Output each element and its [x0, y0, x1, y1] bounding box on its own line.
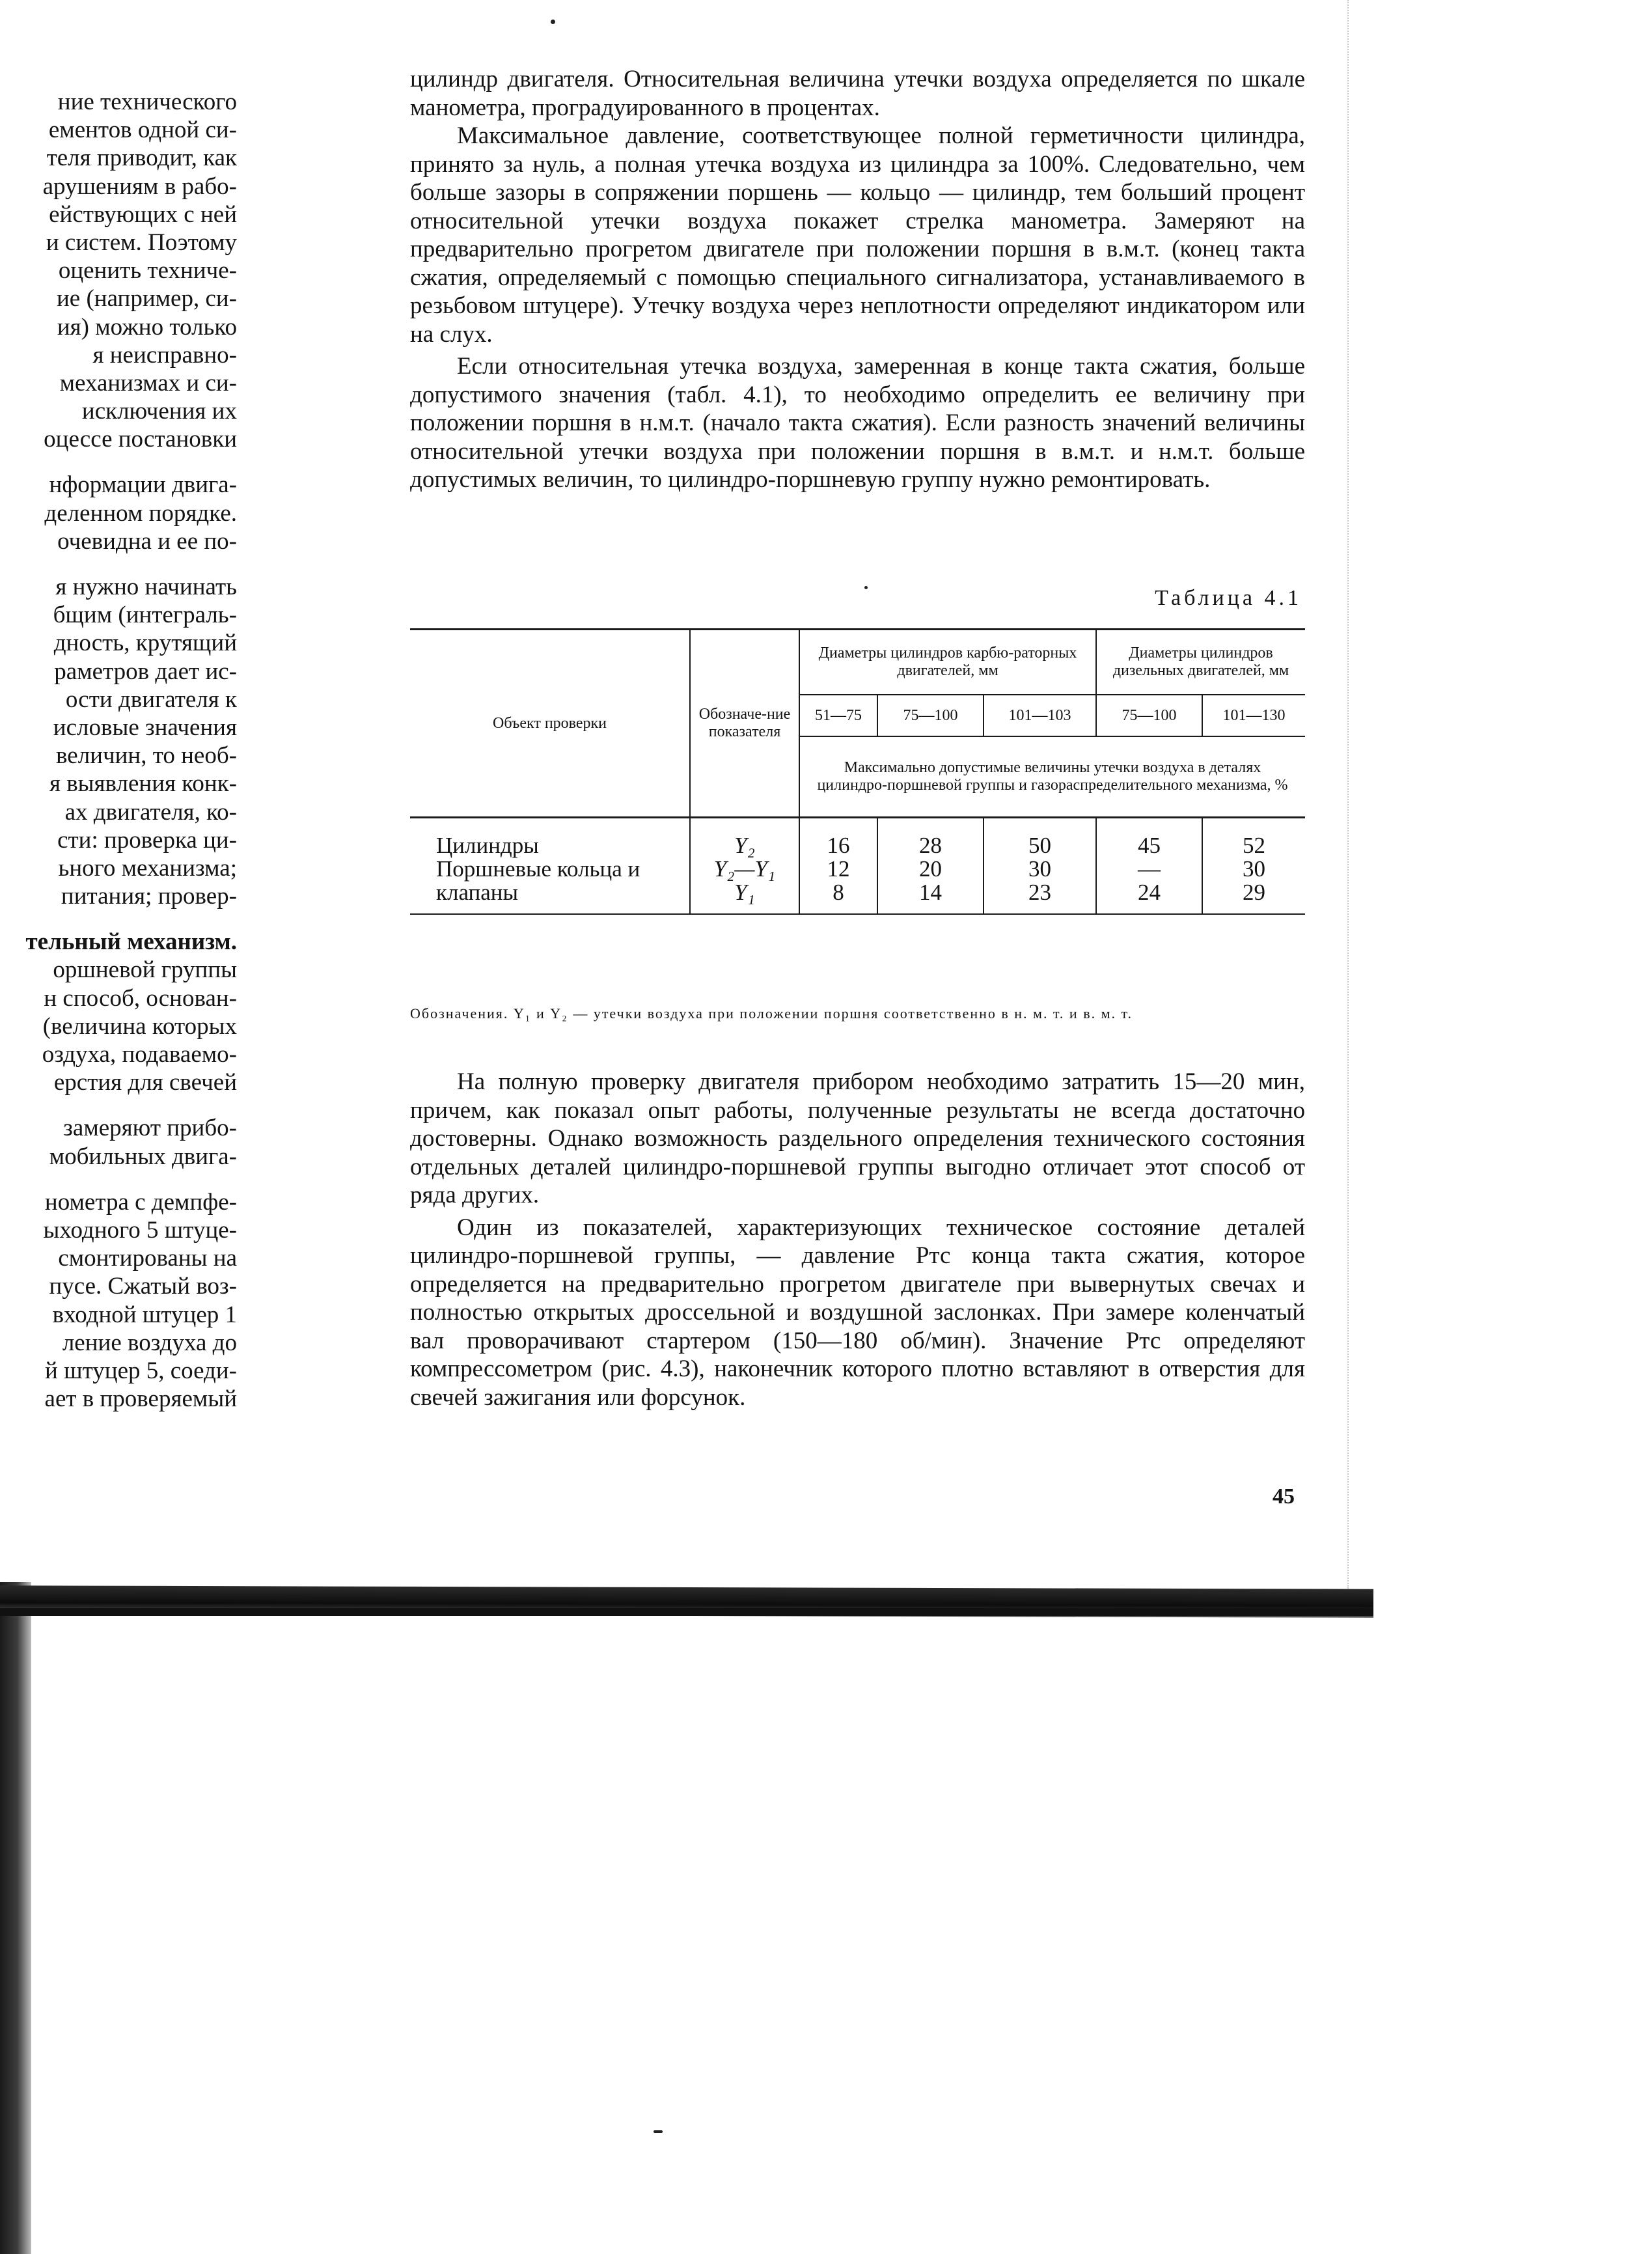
value: 28: [919, 833, 942, 858]
left-column-line: й штуцер 5, соеди-: [45, 1357, 237, 1384]
paragraph: цилиндр двигателя. Относительная величина утечки воздуха определяется по шкале манометра, проградуированного в процентах.: [410, 66, 1305, 121]
left-column-line: арушениям в рабо-: [42, 173, 237, 200]
designation: Y₁: [734, 880, 755, 905]
left-column-line: н способ, основан-: [44, 984, 237, 1012]
scan-shadow-bottom-line: [0, 1608, 1373, 1616]
left-column-line: ление воздуха до: [62, 1329, 237, 1356]
left-column-line: [0, 555, 241, 573]
value: 14: [919, 880, 942, 905]
left-column-line: ние технического: [57, 89, 237, 115]
main-text-top: [410, 65, 1305, 494]
left-column-line: питания; провер-: [61, 883, 237, 910]
table-cell-values: [799, 818, 877, 915]
page-number: 45: [1273, 1484, 1295, 1509]
table-cell-object: [410, 818, 690, 915]
page-edge: [1347, 0, 1375, 1589]
table-cell-values: [1202, 818, 1305, 915]
table-cell-designation: [690, 818, 799, 915]
left-column-line: ает в проверяемый: [44, 1385, 237, 1413]
value: 23: [1028, 880, 1051, 905]
table-cell-values: [984, 818, 1096, 915]
paragraph: Один из показателей, характеризующих техническое состояние деталей цилиндро-поршневой группы, — давление Pтс конца такта сжатия, которое определяется на предварительно прогретом двигателе при вывернутых свечах и полностью открытых дроссельной и воздушной заслонках. При замере коленчатый вал проворачивают стартером (150—180 об/мин). Значение Pтс определяют компрессометром (рис. 4.3), наконечник которого плотно вставляют в отверстия для свечей зажигания или форсунок.: [410, 1214, 1305, 1411]
designation: Y₂—Y₁: [713, 856, 776, 882]
left-column-line: оценить техниче-: [58, 257, 237, 285]
table-head-carb: Диаметры цилиндров карбю-раторных двигателей, мм: [799, 630, 1096, 695]
table-head-diameter: 101—130: [1202, 695, 1305, 736]
table-notes: Обозначения. Y₁ и Y₂ — утечки воздуха при положении поршня соответственно в н. м. т. и в. м. т.: [410, 1005, 1133, 1022]
value: 20: [919, 856, 942, 882]
left-column-line: (величина которых: [42, 1012, 237, 1040]
left-column-line: пусе. Сжатый воз-: [49, 1273, 237, 1300]
left-column-line: [0, 910, 241, 928]
ink-speck: [654, 2130, 663, 2133]
left-column-line: механизмах и си-: [59, 369, 237, 397]
left-column-line: ементов одной си-: [48, 117, 237, 144]
value: —: [1138, 856, 1161, 882]
left-column-line: [0, 1171, 241, 1188]
table-caption: Таблица 4.1: [1155, 586, 1302, 610]
left-column-line: ыходного 5 штуце-: [43, 1216, 237, 1244]
left-column-line: [0, 453, 241, 471]
left-column-line: ости двигателя к: [65, 686, 237, 713]
value: 50: [1028, 833, 1051, 858]
ink-speck: [864, 586, 868, 589]
value: 12: [827, 856, 850, 882]
left-column-line: мобильных двига-: [49, 1143, 237, 1170]
left-column-line: оршневой группы: [53, 956, 237, 984]
value: 16: [827, 833, 850, 858]
left-column-line: смонтированы на: [58, 1245, 237, 1272]
table-head-object: Объект проверки: [410, 630, 690, 818]
value: 30: [1243, 856, 1265, 882]
table-cell-values: [877, 818, 984, 915]
left-column-line: входной штуцер 1: [52, 1301, 237, 1328]
left-column-line: я неисправно-: [92, 341, 237, 369]
table-head-diameter: 51—75: [799, 695, 877, 736]
left-column-line: деленном порядке.: [44, 499, 237, 527]
left-column-line: замеряют прибо-: [63, 1115, 237, 1142]
main-text-bottom: [410, 1068, 1305, 1412]
table-head-values: Максимально допустимые величины утечки воздуха в деталях цилиндро-поршневой группы и газораспределительного механизма, %: [799, 736, 1305, 818]
row-label: Поршневые кольца и клапаны: [436, 856, 640, 905]
table-head-designation: Обозначе-ние показателя: [690, 630, 799, 818]
left-column-line: нформации двига-: [49, 471, 237, 499]
left-column-line: ие (например, си-: [56, 285, 237, 313]
row-label: Цилиндры: [436, 833, 539, 858]
leak-table: [410, 628, 1305, 915]
value: 30: [1028, 856, 1051, 882]
left-column-line: нометра с демпфе-: [44, 1188, 237, 1216]
paragraph: Если относительная утечка воздуха, замеренная в конце такта сжатия, больше допустимого значения (табл. 4.1), то необходимо определить ее величину при положении поршня в н.м.т. (начало такта сжатия). Если разность значений величины относительной утечки воздуха при положении поршня в в.м.т. и н.м.т. больше допустимых величин, то цилиндро-поршневую группу нужно ремонтировать.: [410, 353, 1305, 493]
paragraph: На полную проверку двигателя прибором необходимо затратить 15—20 мин, причем, как показал опыт работы, полученные результаты не всегда достаточно достоверны. Однако возможность раздельного определения технического состояния отдельных деталей цилиндро-поршневой группы выгодно отличает этот способ от ряда других.: [410, 1068, 1305, 1208]
table-cell-values: [1096, 818, 1202, 915]
left-column-line: [0, 1096, 241, 1114]
left-column-line: сти: проверка ци-: [57, 826, 237, 854]
value: 8: [833, 880, 844, 905]
left-column-line: раметров дает ис-: [54, 658, 237, 685]
left-column-line: бщим (интеграль-: [53, 602, 237, 629]
value: 24: [1138, 880, 1161, 905]
designation: Y₂: [734, 833, 755, 858]
value: 45: [1138, 833, 1161, 858]
left-column-line: оцессе постановки: [44, 426, 237, 453]
left-column-line: дность, крутящий: [53, 630, 237, 657]
left-column-line: очевидна и ее по-: [57, 527, 237, 555]
left-column-line: величин, то необ-: [56, 742, 237, 770]
table-head-diameter: 101—103: [984, 695, 1096, 736]
table-head-diameter: 75—100: [877, 695, 984, 736]
left-column-line: ьного механизма;: [58, 854, 237, 882]
value: 52: [1243, 833, 1265, 858]
left-column-line: ерстия для свечей: [53, 1069, 237, 1096]
left-column-line: я выявления конк-: [49, 770, 237, 798]
previous-page-column: [0, 88, 241, 1413]
left-column-line: и систем. Поэтому: [46, 229, 237, 256]
table-head-diesel: Диаметры цилиндров дизельных двигателей, мм: [1096, 630, 1305, 695]
left-column-line: теля приводит, как: [46, 145, 237, 172]
scan-shadow-left: [0, 1582, 31, 2254]
left-column-line: исключения их: [81, 398, 237, 425]
ink-speck: [551, 20, 555, 24]
paragraph: Максимальное давление, соответствующее полной герметичности цилиндра, принято за нуль, а полная утечка воздуха из цилиндра за 100%. Следовательно, чем больше зазоры в сопряжении поршень — кольцо — цилиндр, тем больший процент относительной утечки воздуха покажет стрелка манометра. Замеряют на предварительно прогретом двигателе при положении поршня в в.м.т. (конец такта сжатия, определяемый с помощью специального сигнализатора, устанавливаемого в резьбовом штуцере). Утечку воздуха через неплотности определяют индикатором или на слух.: [410, 122, 1305, 348]
table-head-diameter: 75—100: [1096, 695, 1202, 736]
value: 29: [1243, 880, 1265, 905]
left-column-line: я нужно начинать: [55, 574, 237, 600]
left-column-line: ействующих с ней: [49, 201, 237, 228]
left-column-line: ия) можно только: [57, 313, 237, 341]
left-column-line: ах двигателя, ко-: [64, 798, 237, 826]
left-column-line: оздуха, подаваемо-: [42, 1041, 237, 1068]
left-column-line: тельный механизм.: [25, 928, 237, 956]
left-column-line: исловые значения: [53, 714, 237, 741]
